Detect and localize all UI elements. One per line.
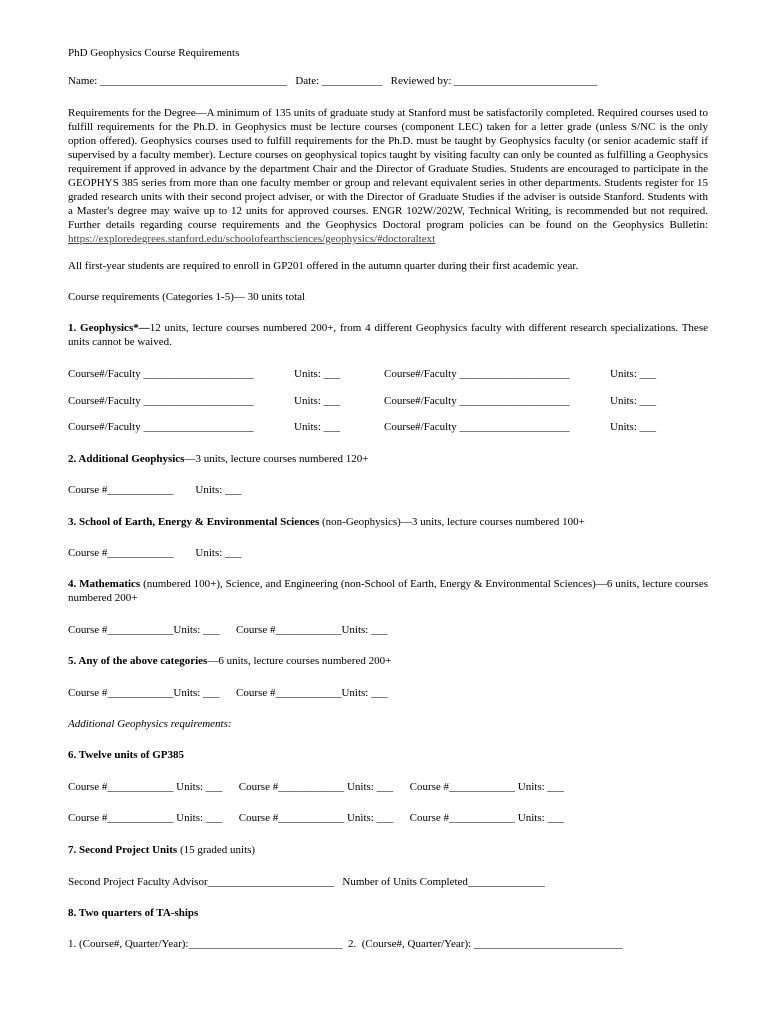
section-3-heading: 3. School of Earth, Energy & Environmental Sciences bbox=[68, 516, 320, 528]
section-2-description bbox=[68, 452, 368, 466]
requirements-text: Requirements for the Degree—A minimum of 135 units of graduate study at Stanford must be satisfactorily completed. Required courses used to fulfill requirements for the Ph.D. in Geophysics must be lecture courses (component LEC) taken for a letter grade (unless S/NC is the only option offered). Geophysics courses used to fulfill requirements for the Ph.D. must be taught by Geophysics faculty (or senior academic staff if supervised by a faculty member). Lecture courses on geophysical topics taught by visiting faculty can only be counted as fulfilling a Geophysics requirement if approved in advance by the department Chair and the Director of Graduate Studies. Students are encouraged to participate in the GEOPHYS 385 series from more than one faculty member or group and relevant equivalent series in other departments. Students register for 15 graded research units with their second project adviser, or with the Director of Graduate Studies if the adviser is outside Stanford. Students with a Master's degree may waive up to 12 units for approved courses. ENGR 102W/202W, Technical Writing, is recommended but not required. Further details regarding course requirements and the Geophysics Doctoral program policies can be found on the Geophysics Bulletin: bbox=[68, 107, 708, 231]
section-5-description bbox=[68, 654, 391, 668]
section-5-course-row[interactable]: Course #____________Units: ___ Course #____________Units: ___ bbox=[68, 687, 388, 699]
name-date-reviewer-line[interactable]: Name: __________________________________ Date: ___________ Reviewed by: __________________________ bbox=[68, 75, 598, 87]
section-1-description bbox=[68, 321, 708, 349]
geophysics-faculty-field[interactable]: Course#/Faculty ____________________ bbox=[384, 395, 570, 407]
section-3-text: (non-Geophysics)—3 units, lecture courses numbered 100+ bbox=[319, 516, 585, 528]
additional-requirements-label bbox=[68, 717, 232, 731]
geophysics-faculty-field[interactable]: Course#/Faculty ____________________ bbox=[68, 421, 254, 433]
section-6-heading: 6. Twelve units of GP385 bbox=[68, 749, 185, 761]
section-2-heading: 2. Additional Geophysics bbox=[68, 453, 185, 465]
section-6-course-row[interactable]: Course #____________ Units: ___ Course #____________ Units: ___ Course #____________ Units: ___ bbox=[68, 812, 564, 824]
section-2-course-row[interactable]: Course #____________ Units: ___ bbox=[68, 484, 242, 496]
section-8-description bbox=[68, 906, 198, 920]
section-7-text: (15 graded units) bbox=[177, 844, 256, 856]
geophysics-units-field[interactable]: Units: ___ bbox=[294, 368, 341, 380]
geophysics-units-field[interactable]: Units: ___ bbox=[294, 395, 341, 407]
additional-requirements-text: Additional Geophysics requirements: bbox=[68, 718, 232, 730]
section-2-text: —3 units, lecture courses numbered 120+ bbox=[184, 453, 369, 465]
section-4-heading: 4. Mathematics bbox=[68, 578, 141, 590]
bulletin-link[interactable]: https://exploredegrees.stanford.edu/schoolofearthsciences/geophysics/#doctoraltext bbox=[68, 233, 436, 245]
geophysics-faculty-field[interactable]: Course#/Faculty ____________________ bbox=[384, 421, 570, 433]
section-5-text: —6 units, lecture courses numbered 200+ bbox=[207, 655, 392, 667]
section-3-description bbox=[68, 515, 585, 529]
course-requirements-total: Course requirements (Categories 1-5)— 30 units total bbox=[68, 291, 306, 303]
geophysics-faculty-field[interactable]: Course#/Faculty ____________________ bbox=[384, 368, 570, 380]
section-7-heading: 7. Second Project Units bbox=[68, 844, 178, 856]
section-5-heading: 5. Any of the above categories bbox=[68, 655, 208, 667]
degree-requirements-paragraph bbox=[68, 106, 708, 246]
section-7-description bbox=[68, 843, 255, 857]
first-year-note: All first-year students are required to enroll in GP201 offered in the autumn quarter during their first academic year. bbox=[68, 260, 579, 272]
geophysics-units-field[interactable]: Units: ___ bbox=[610, 421, 657, 433]
section-4-course-row[interactable]: Course #____________Units: ___ Course #____________Units: ___ bbox=[68, 624, 388, 636]
section-1-heading: 1. Geophysics*— bbox=[68, 322, 150, 334]
geophysics-faculty-field[interactable]: Course#/Faculty ____________________ bbox=[68, 368, 254, 380]
geophysics-units-field[interactable]: Units: ___ bbox=[294, 421, 341, 433]
section-3-course-row[interactable]: Course #____________ Units: ___ bbox=[68, 547, 242, 559]
page-title: PhD Geophysics Course Requirements bbox=[68, 47, 240, 59]
section-4-text: (numbered 100+), Science, and Engineering (non-School of Earth, Energy & Environmental Sciences)—6 units, lecture courses numbered 200+ bbox=[68, 578, 708, 604]
section-6-course-row[interactable]: Course #____________ Units: ___ Course #____________ Units: ___ Course #____________ Units: ___ bbox=[68, 781, 564, 793]
geophysics-units-field[interactable]: Units: ___ bbox=[610, 395, 657, 407]
section-7-advisor-row[interactable]: Second Project Faculty Advisor_______________________ Number of Units Completed______________ bbox=[68, 876, 545, 888]
section-6-description bbox=[68, 748, 184, 762]
geophysics-units-field[interactable]: Units: ___ bbox=[610, 368, 657, 380]
section-4-description bbox=[68, 577, 708, 605]
section-8-ta-row[interactable]: 1. (Course#, Quarter/Year):____________________________ 2. (Course#, Quarter/Year): ___________________________ bbox=[68, 938, 623, 950]
section-1-text: 12 units, lecture courses numbered 200+, from 4 different Geophysics faculty with different research specializations. These units cannot be waived. bbox=[68, 322, 708, 348]
geophysics-faculty-field[interactable]: Course#/Faculty ____________________ bbox=[68, 395, 254, 407]
section-8-heading: 8. Two quarters of TA-ships bbox=[68, 907, 199, 919]
